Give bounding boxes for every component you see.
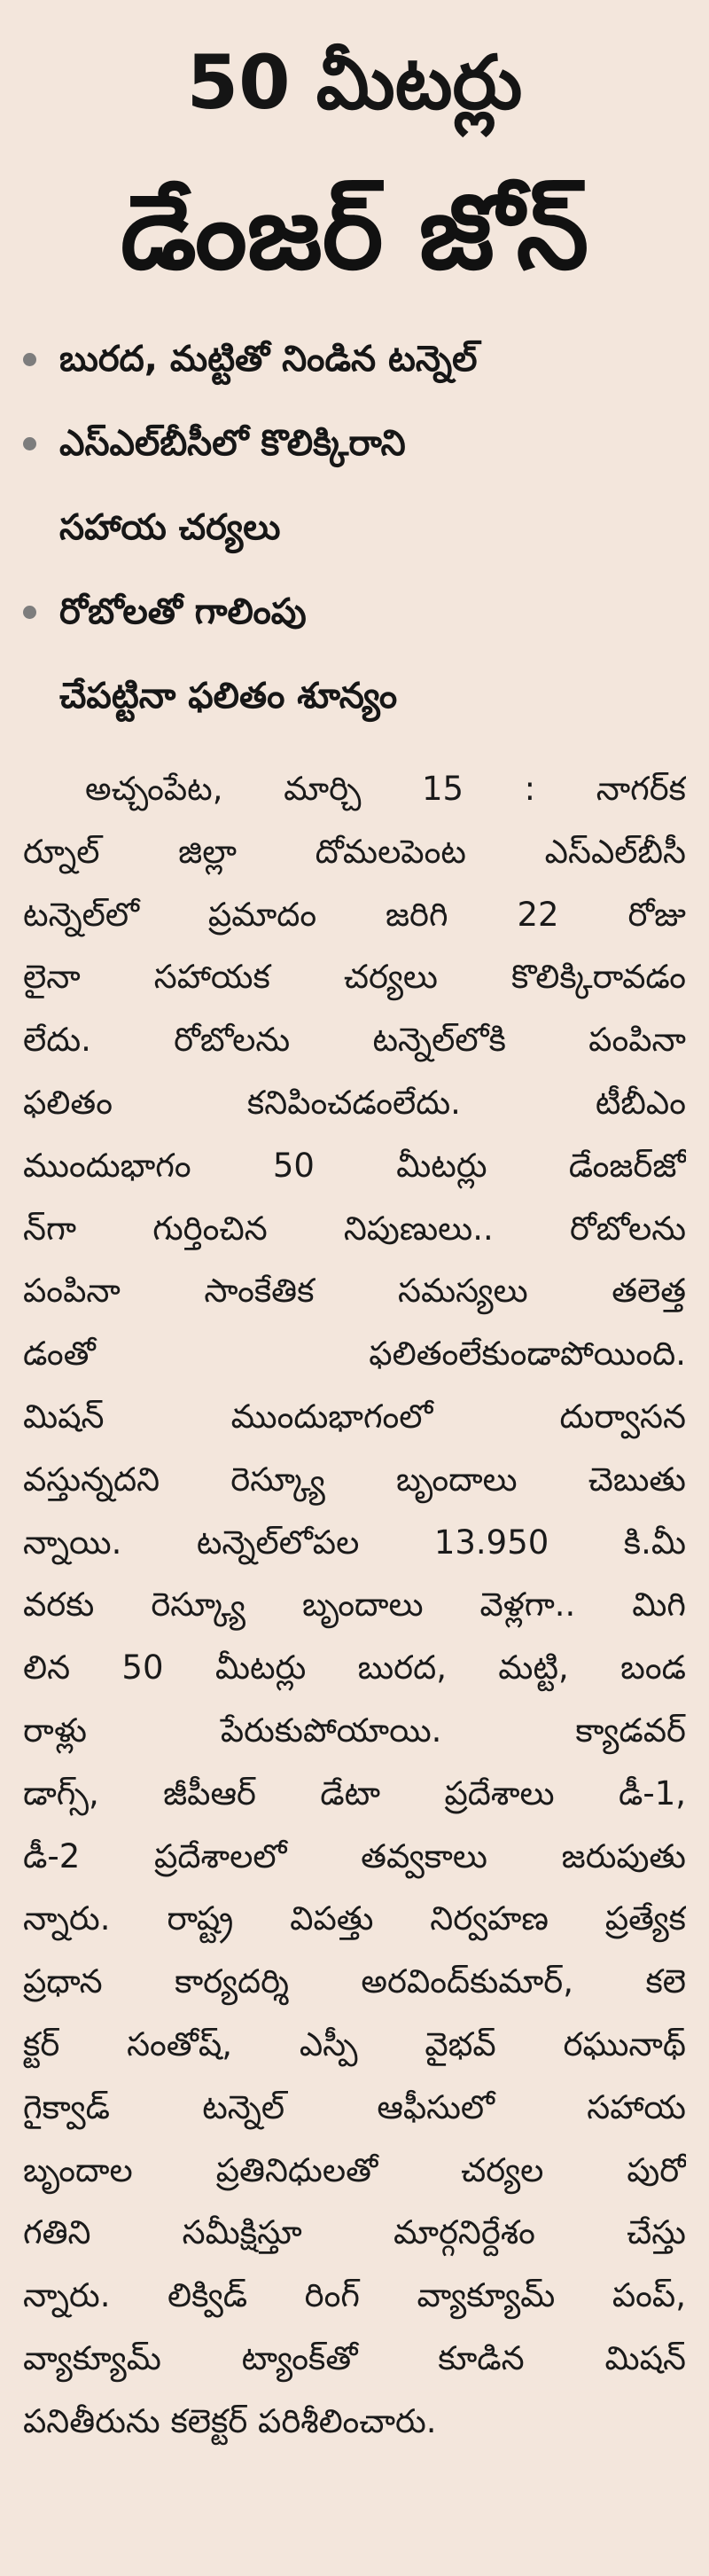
body-line: పంపినా సాంకేతిక సమస్యలు తలెత్త [23, 1272, 686, 1311]
bullet-dot-icon [23, 606, 36, 619]
body-line: ర్నూల్ జిల్లా దోమలపెంట ఎస్‌ఎల్‌బీసీ [23, 832, 686, 871]
body-line: న్నాయి. టన్నెల్‌లోపల 13.950 కి.మీ [23, 1523, 686, 1562]
bullet-text: రోబోలతో గాలింపు [59, 591, 307, 632]
body-line: లేదు. రోబోలను టన్నెల్‌లోకి పంపినా [23, 1021, 686, 1060]
body-line: న్నారు. రాష్ట్ర విపత్తు నిర్వహణ ప్రత్యేక [23, 1899, 686, 1938]
article-body [23, 758, 686, 2454]
bullet-item [23, 570, 686, 739]
body-line: వస్తున్నదని రెస్క్యూ బృందాలు చెబుతు [23, 1460, 686, 1499]
body-line: టన్నెల్‌లో ప్రమాదం జరిగి 22 రోజు [23, 895, 686, 934]
body-line: ప్రధాన కార్యదర్శి అరవింద్‌కుమార్, కలె [23, 1962, 686, 2001]
headline-main: డేంజర్ జోన్ [120, 173, 589, 293]
body-line: పనితీరును కలెక్టర్ పరిశీలించారు. [23, 2401, 437, 2440]
bullet-dot-icon [23, 353, 36, 366]
body-line: మిషన్ ముందుభాగంలో దుర్వాసన [23, 1397, 686, 1436]
body-line: ఫలితం కనిపించడంలేదు. టీబీఎం [23, 1083, 686, 1122]
body-line: రాళ్లు పేరుకుపోయాయి. క్యాడవర్ [23, 1711, 686, 1750]
body-line: డంతో ఫలితంలేకుండాపోయింది. [23, 1335, 686, 1374]
bullet-text-continued: సహాయ చర్యలు [59, 507, 281, 548]
highlight-bullets [23, 317, 686, 739]
body-line: డీ-2 ప్రదేశాలలో తవ్వకాలు జరుపుతు [23, 1836, 686, 1875]
body-line: గైక్వాడ్ టన్నెల్ ఆఫీసులో సహాయ [23, 2087, 686, 2126]
body-line: డాగ్స్, జీపీఆర్ డేటా ప్రదేశాలు డీ-1, [23, 1773, 686, 1813]
bullet-text: బురద, మట్టితో నిండిన టన్నెల్ [59, 339, 478, 380]
body-line: లైనా సహాయక చర్యలు కొలిక్కిరావడం [23, 958, 686, 997]
body-line: గతిని సమీక్షిస్తూ మార్గనిర్దేశం చేస్తు [23, 2213, 686, 2252]
bullet-text: ఎస్‌ఎల్‌బీసీలో కొలిక్కిరాని [59, 423, 406, 464]
body-line: న్‌గా గుర్తించిన నిపుణులు.. రోబోలను [23, 1209, 686, 1248]
bullet-text-continued: చేపట్టినా ఫలితం శూన్యం [59, 676, 398, 716]
body-line: ముందుభాగం 50 మీటర్లు డేంజర్‌జో [23, 1146, 686, 1185]
bullet-dot-icon [23, 437, 36, 450]
body-line: క్టర్ సంతోష్, ఎస్పీ వైభవ్ రఘునాథ్ [23, 2024, 686, 2063]
body-line: వ్యాక్యూమ్ ట్యాంక్‌తో కూడిన మిషన్ [23, 2338, 686, 2377]
body-line: అచ్చంపేట, మార్చి 15 : నాగర్‌క [85, 770, 686, 808]
bullet-item [23, 402, 686, 570]
body-line: వరకు రెస్క్యూ బృందాలు వెళ్లగా.. మిగి [23, 1586, 686, 1625]
headline-kicker: 50 మీటర్లు [186, 39, 523, 126]
bullet-item [23, 317, 686, 402]
body-line: లిన 50 మీటర్లు బురద, మట్టి, బండ [23, 1648, 686, 1687]
body-line: బృందాల ప్రతినిధులతో చర్యల పురో [23, 2150, 686, 2189]
body-line: న్నారు. లిక్విడ్ రింగ్ వ్యాక్యూమ్ పంప్, [23, 2276, 686, 2315]
